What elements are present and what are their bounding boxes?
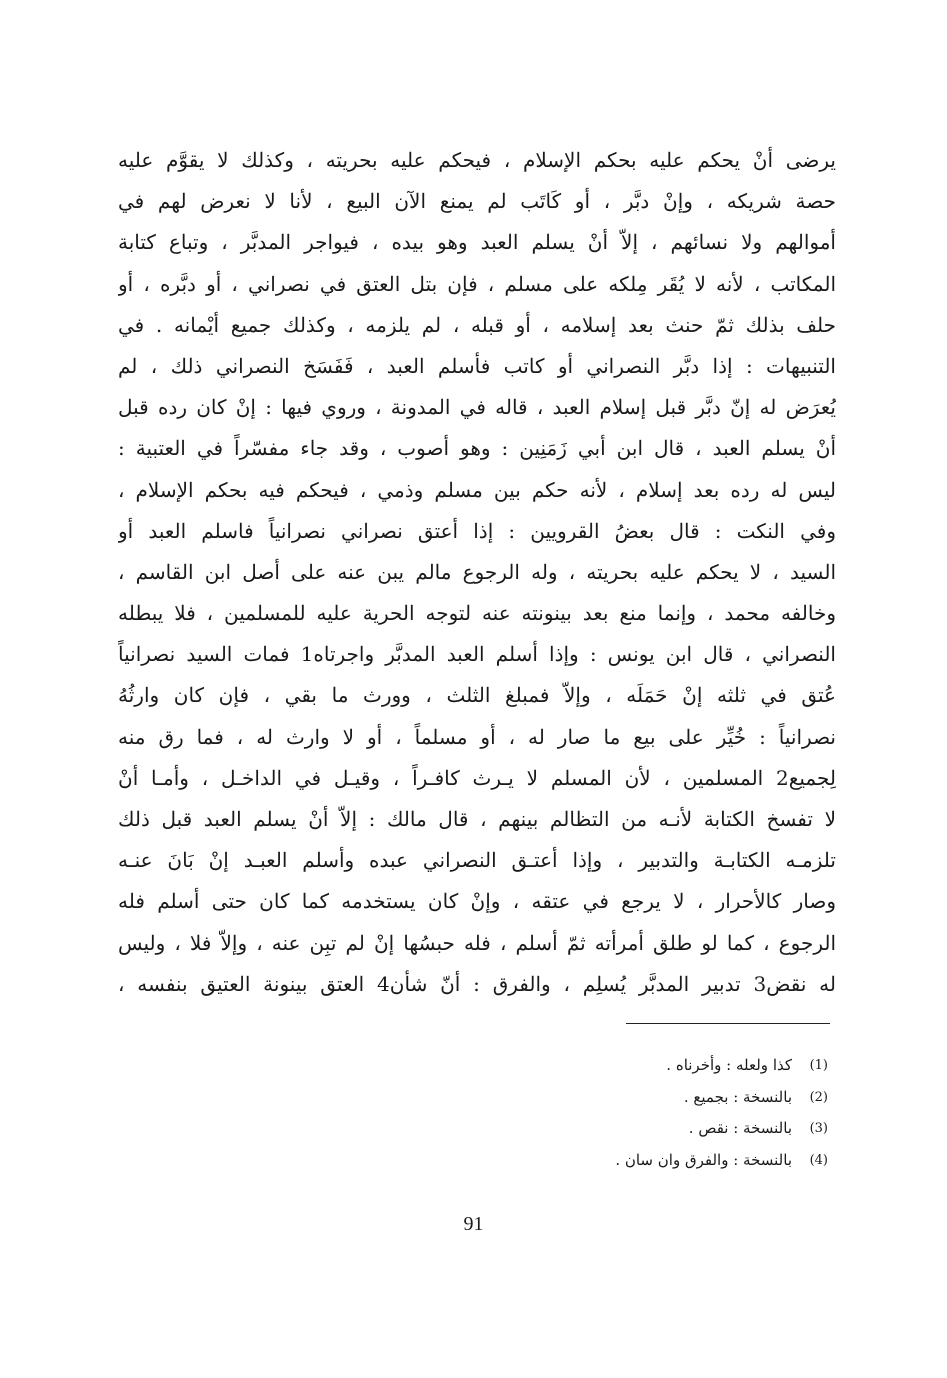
footnote-text: بالنسخة : بجميع . [683,1087,792,1106]
footnote-text: بالنسخة : نقص . [688,1119,792,1137]
footnote [420,1082,828,1114]
text-line: نصرانياً : خُيِّر على بيع ما صار له ، أو مسلماً ، أو لا وارث له ، فما رق منه [118,724,836,749]
footnote [420,1050,828,1082]
text-line: حلف بذلك ثمّ حنث بعد إسلامه ، أو قبله ، لم يلزمه ، وكذلك جميع أيْمانه . في [118,312,836,337]
text-line: أنْ يسلم العبد ، قال ابن أبي زَمَنِين : وهو أصوب ، وقد جاء مفسّراً في العتبية : [118,436,836,461]
text-line: يُعرَض له إنّ دبَّر قبل إسلام العبد ، قاله في المدونة ، وروي فيها : إنْ كان رده قبل [118,395,836,420]
footnote-text: كذا ولعله : وأخرناه . [666,1056,792,1074]
text-line: ليس له رده بعد إسلام ، لأنه حكم بين مسلم وذمي ، فيحكم فيه بحكم الإسلام ، [118,477,836,502]
footnote-number: (1) [809,1058,828,1073]
text-line: أموالهم ولا نسائهم ، إلاّ أنْ يسلم العبد وهو بيده ، فيواجر المدبَّر ، وتباع كتابة [118,230,836,255]
footnote-number: (4) [809,1152,828,1168]
text-line: السيد ، لا يحكم عليه بحريته ، وله الرجوع مالم يبن عنه على أصل ابن القاسم ، [118,559,836,584]
footnote [420,1113,828,1145]
footnote-separator [626,1023,830,1024]
text-line: وصار كالأحرار ، لا يرجع في عتقه ، وإنْ كان يستخدمه كما كان حتى أسلم فله [118,889,836,914]
main-text-block [118,140,836,1005]
text-line: المكاتب ، لأنه لا يُقَر مِلكه على مسلم ، فإن بتل العتق في نصراني ، أو دبَّره ، أو [118,271,836,296]
text-line: تلزمـه الكتابـة والتدبير ، وإذا أعتـق النصراني عبده وأسلم العبـد إنْ بَانَ عنـه [118,848,836,873]
text-line: النصراني ، قال ابن يونس : وإذا أسلم العبد المدبَّر واجرتاه1 فمات السيد نصرانياً [118,642,836,667]
text-line: وخالفه محمد ، وإنما منع بعد بينونته عنه لتوجه الحرية عليه للمسلمين ، فلا يبطله [118,601,836,626]
page-number: 91 [463,1213,484,1235]
text-line: لِجميع2 المسلمين ، لأن المسلم لا يـرث كافـراً ، وقيـل في الداخـل ، وأمـا أنْ [118,765,836,790]
footnotes [420,1050,828,1176]
text-line: الرجوع ، كما لو طلق أمرأته ثمّ أسلم ، فله حبسُها إنْ لم تبِن عنه ، وإلاّ فلا ، وليس [118,930,836,955]
footnote-number: (3) [809,1121,828,1136]
footnote [420,1145,828,1177]
text-line: التنبيهات : إذا دبَّر النصراني أو كاتب فأسلم العبد ، فَفَسَخ النصراني ذلك ، لم [118,353,836,378]
footnote-text: بالنسخة : والفرق وان سان . [615,1150,792,1169]
text-line: حصة شريكه ، وإنْ دبَّر ، أو كَاتَب لم يمنع الآن البيع ، لأنا لا نعرض لهم في [118,189,836,214]
text-line: وفي النكت : قال بعضُ القرويين : إذا أعتق نصراني نصرانياً فاسلم العبد أو [118,518,836,543]
footnote-number: (2) [809,1089,828,1105]
text-line: لا تفسخ الكتابة لأنـه من التظالم بينهم ، قال مالك : إلاّ أنْ يسلم العبد قبل ذلك [118,807,836,831]
text-line: يرضى أنْ يحكم عليه بحكم الإسلام ، فيحكم عليه بحريته ، وكذلك لا يقوَّم عليه [118,148,836,172]
text-line: عُتق في ثلثه إنْ حَمَلَه ، وإلاّ فمبلغ الثلث ، وورث ما بقي ، فإن كان وارثُهُ [118,683,836,708]
text-line: له نقض3 تدبير المدبَّر يُسلِم ، والفرق : أنّ شأن4 العتق بينونة العتيق بنفسه ، [118,971,836,996]
